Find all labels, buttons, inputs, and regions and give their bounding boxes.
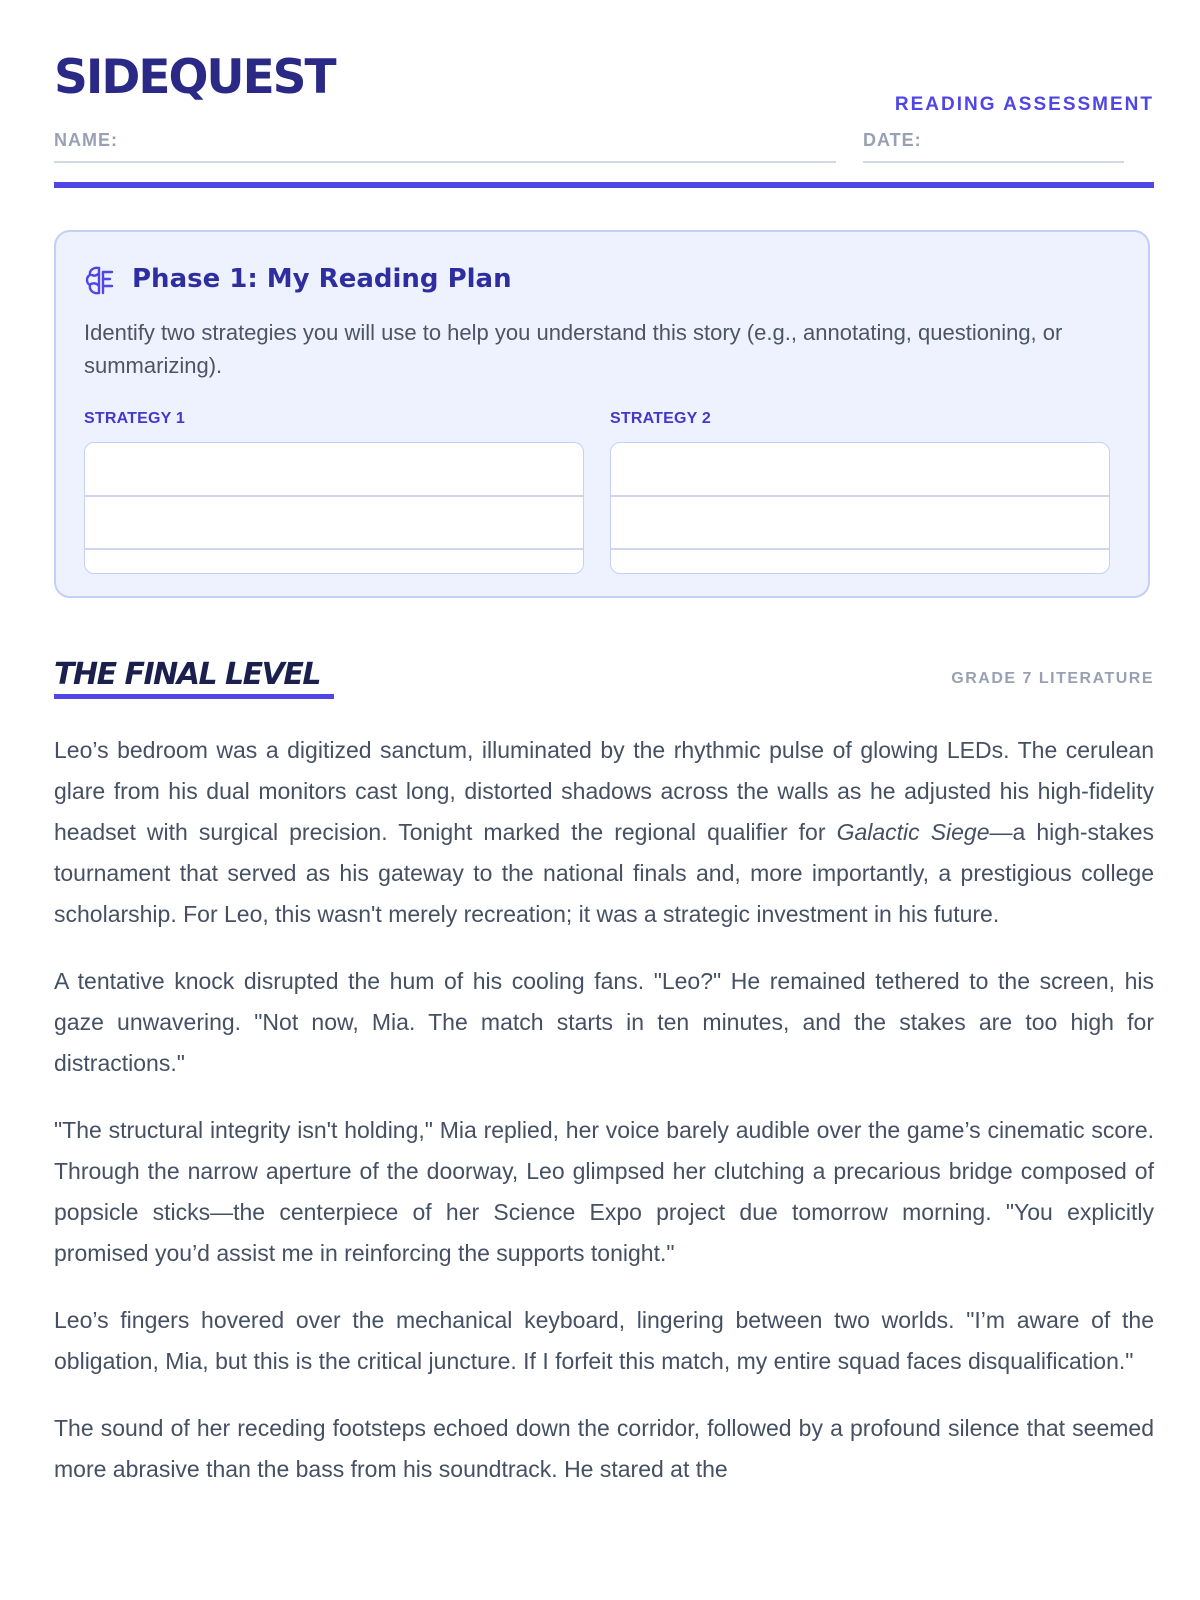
phase-description: Identify two strategies you will use to help you understand this story (e.g., annotating, questioning, or summarizing). (84, 320, 1063, 378)
brand-logo: SIDEQUEST (54, 50, 335, 105)
game-title: Galactic Siege (836, 819, 990, 845)
phase-card (54, 230, 1150, 598)
grade-label: GRADE 7 LITERATURE (951, 670, 1154, 687)
strategy-2-label: STRATEGY 2 (610, 410, 711, 427)
story-paragraph-1 (54, 730, 1154, 935)
phase-title: Phase 1: My Reading Plan (132, 264, 512, 294)
strategy-1-rule-line (85, 495, 583, 497)
story-paragraph-4: Leo’s fingers hovered over the mechanical keyboard, lingering between two worlds. "I’m aware of the obligation, Mia, but this is the critical juncture. If I forfeit this match, my entire squad faces disqualification." (54, 1307, 1154, 1374)
strategy-1-rule-line (85, 548, 583, 550)
story-paragraph-5: The sound of her receding footsteps echoed down the corridor, followed by a profound silence that seemed more abrasive than the bass from his soundtrack. He stared at the (54, 1415, 1154, 1482)
strategy-2-input[interactable] (610, 442, 1110, 574)
strategy-2-rule-line (611, 548, 1109, 550)
paragraph-text: —a high-stakes tournament that served as his gateway to the national finals and, more importantly, a prestigious college scholarship. For Leo, this wasn't merely recreation; it was a strategic investment in his future. (54, 819, 1154, 927)
strategy-2-rule-line (611, 495, 1109, 497)
name-label: NAME: (54, 130, 118, 150)
story-title: THE FINAL LEVEL (54, 657, 320, 692)
story-title-underline (54, 694, 334, 699)
strategy-1-input[interactable] (84, 442, 584, 574)
paragraph-text: Leo’s bedroom was a digitized sanctum, illuminated by the rhythmic pulse of glowing LEDs. The cerulean glare from his dual monitors cast long, distorted shadows across the walls as he adjusted his high-fidelity headset with surgical precision. Tonight marked the regional qualifier for (54, 737, 1154, 845)
assessment-label: READING ASSESSMENT (894, 94, 1154, 115)
date-label: DATE: (863, 130, 922, 150)
header-divider (54, 182, 1154, 188)
date-field[interactable] (863, 161, 1124, 163)
name-field[interactable] (54, 161, 836, 163)
strategy-1-label: STRATEGY 1 (84, 410, 185, 427)
story-paragraph-2: A tentative knock disrupted the hum of his cooling fans. "Leo?" He remained tethered to the screen, his gaze unwavering. "Not now, Mia. The match starts in ten minutes, and the stakes are too high for distractions." (54, 968, 1154, 1076)
story-paragraph-3: "The structural integrity isn't holding," Mia replied, her voice barely audible over the game’s cinematic score. Through the narrow aperture of the doorway, Leo glimpsed her clutching a precarious bridge composed of popsicle sticks—the centerpiece of her Science Expo project due tomorrow morning. "You explicitly promised you’d assist me in reinforcing the supports tonight." (54, 1117, 1154, 1266)
story-body (54, 730, 1154, 1516)
brain-icon (84, 264, 116, 298)
